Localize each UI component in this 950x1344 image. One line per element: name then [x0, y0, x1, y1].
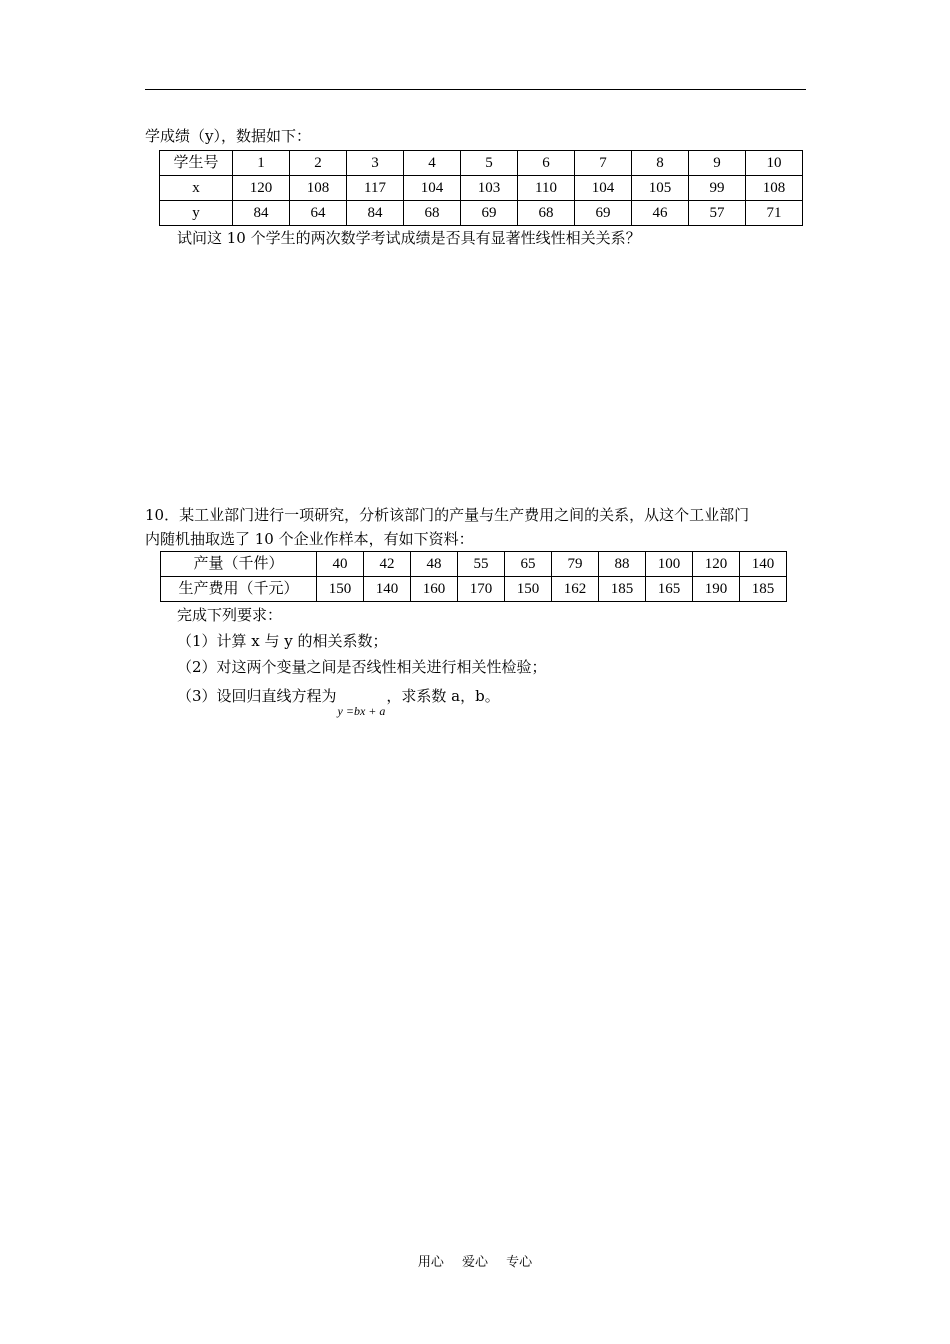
task-3-prefix: （3）设回归直线方程为 — [177, 687, 337, 705]
table-cell: 99 — [689, 176, 746, 201]
table-cell: 110 — [518, 176, 575, 201]
table-cell: 40 — [317, 552, 364, 577]
table-cell: 150 — [505, 577, 552, 602]
table-cell: 7 — [575, 151, 632, 176]
table-cell: 170 — [458, 577, 505, 602]
table-row — [161, 552, 787, 577]
table-cell: 88 — [599, 552, 646, 577]
table-cell: 117 — [347, 176, 404, 201]
table-cell: 104 — [404, 176, 461, 201]
table-cell: 150 — [317, 577, 364, 602]
table-cell: 120 — [233, 176, 290, 201]
table-cell: 108 — [290, 176, 347, 201]
student-scores-table — [159, 150, 803, 226]
table-cell: 5 — [461, 151, 518, 176]
table-cell: 6 — [518, 151, 575, 176]
production-cost-table — [160, 551, 787, 602]
task-1: （1）计算 x 与 y 的相关系数； — [177, 632, 388, 650]
regression-formula: y =bx + a — [337, 704, 386, 718]
task-3-suffix: ，求系数 a，b。 — [386, 687, 500, 705]
table-cell: 2 — [290, 151, 347, 176]
table-cell: 103 — [461, 176, 518, 201]
instruction-text: 完成下列要求： — [177, 606, 283, 624]
task-2: （2）对这两个变量之间是否线性相关进行相关性检验； — [177, 658, 547, 676]
table-cell: 1 — [233, 151, 290, 176]
table-row — [160, 151, 803, 176]
table-cell: 104 — [575, 176, 632, 201]
page-footer: 用心 爱心 专心 — [417, 1255, 533, 1270]
table-cell: 4 — [404, 151, 461, 176]
table-cell: 185 — [740, 577, 787, 602]
table-cell: 140 — [740, 552, 787, 577]
table-cell: 71 — [746, 201, 803, 226]
table-cell: 3 — [347, 151, 404, 176]
row-header-cell: 学生号 — [160, 151, 233, 176]
table-cell: 48 — [411, 552, 458, 577]
table-cell: 190 — [693, 577, 740, 602]
row-header-cell: x — [160, 176, 233, 201]
table-cell: 120 — [693, 552, 740, 577]
table-cell: 84 — [347, 201, 404, 226]
table-row — [160, 201, 803, 226]
table-cell: 8 — [632, 151, 689, 176]
table-cell: 42 — [364, 552, 411, 577]
table-cell: 185 — [599, 577, 646, 602]
table-cell: 9 — [689, 151, 746, 176]
table-cell: 84 — [233, 201, 290, 226]
table-cell: 46 — [632, 201, 689, 226]
row-header-cell: y — [160, 201, 233, 226]
problem-10-line-1: 10．某工业部门进行一项研究，分析该部门的产量与生产费用之间的关系，从这个工业部门 — [145, 506, 750, 524]
table-cell: 140 — [364, 577, 411, 602]
table-cell: 10 — [746, 151, 803, 176]
table-row — [161, 577, 787, 602]
row-header-cell: 产量（千件） — [161, 552, 317, 577]
header-rule — [145, 89, 806, 90]
table-cell: 100 — [646, 552, 693, 577]
table-cell: 69 — [575, 201, 632, 226]
table-row — [160, 176, 803, 201]
problem-10-line-2: 内随机抽取选了 10 个企业作样本，有如下资料： — [145, 530, 474, 548]
table-cell: 160 — [411, 577, 458, 602]
table-cell: 65 — [505, 552, 552, 577]
table-cell: 68 — [518, 201, 575, 226]
table-cell: 79 — [552, 552, 599, 577]
table-cell: 57 — [689, 201, 746, 226]
table-cell: 55 — [458, 552, 505, 577]
table-cell: 69 — [461, 201, 518, 226]
table-cell: 162 — [552, 577, 599, 602]
table-cell: 165 — [646, 577, 693, 602]
task-3 — [177, 686, 500, 718]
table-cell: 105 — [632, 176, 689, 201]
table-cell: 108 — [746, 176, 803, 201]
intro-line: 学成绩（y），数据如下： — [145, 127, 311, 145]
table-cell: 64 — [290, 201, 347, 226]
question-9-text: 试问这 10 个学生的两次数学考试成绩是否具有显著性线性相关关系？ — [177, 229, 641, 247]
row-header-cell: 生产费用（千元） — [161, 577, 317, 602]
table-cell: 68 — [404, 201, 461, 226]
